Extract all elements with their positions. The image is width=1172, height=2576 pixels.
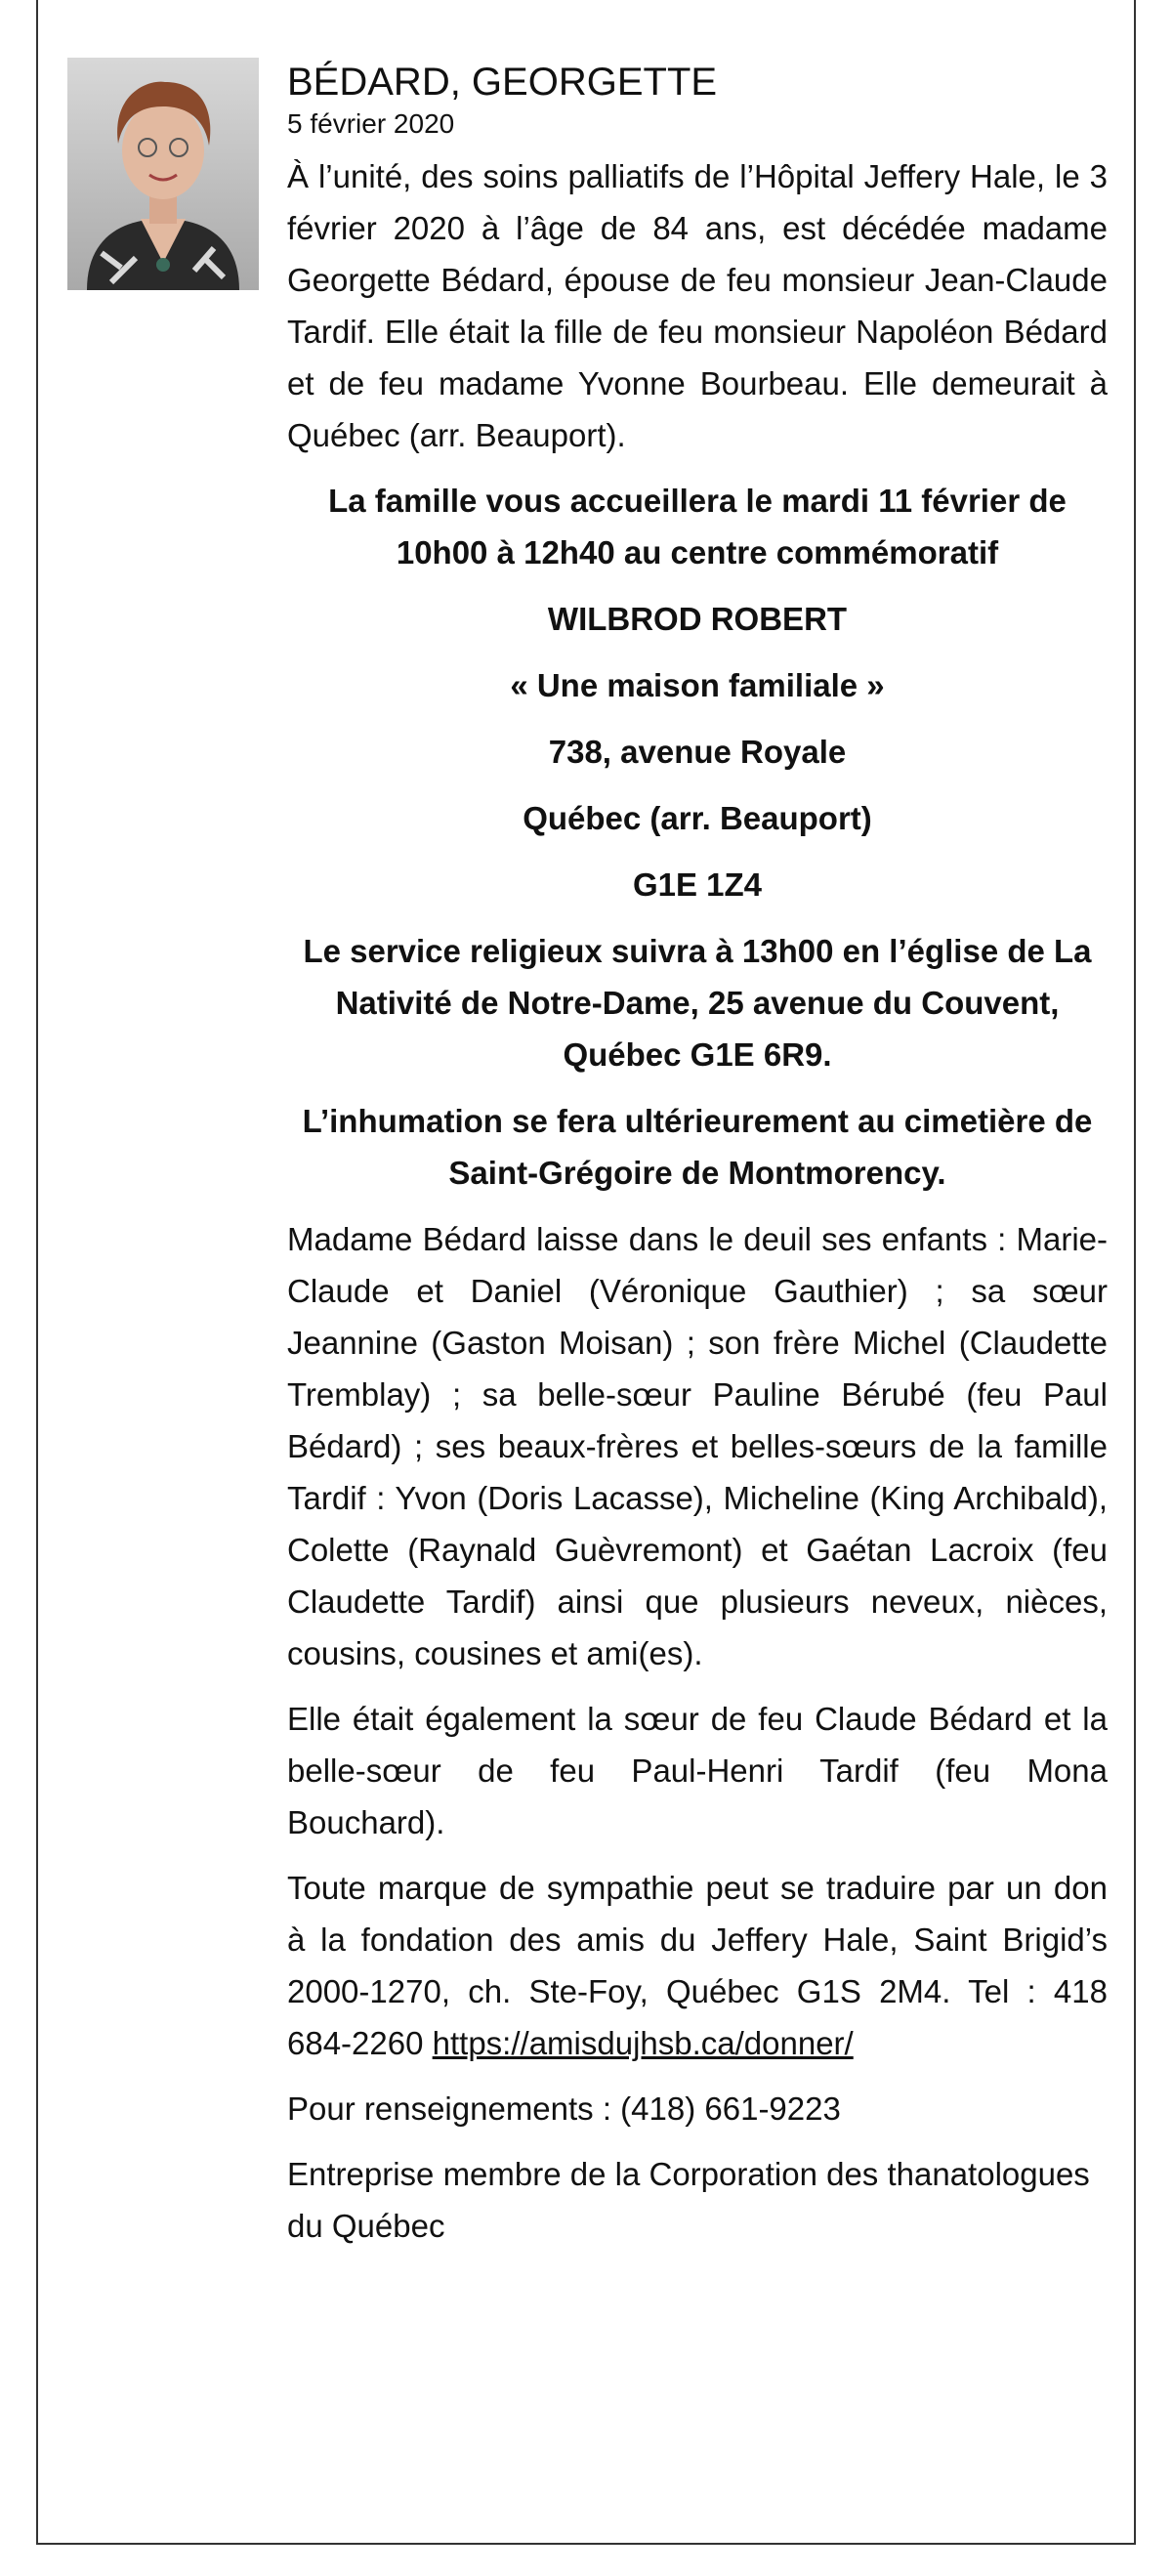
address-city: Québec (arr. Beauport) <box>523 800 872 836</box>
donation-link[interactable]: https://amisdujhsb.ca/donner/ <box>432 2025 854 2061</box>
survivors-paragraph: Madame Bédard laisse dans le deuil ses enfants : Marie-Claude et Daniel (Véronique Gauthier) ; sa sœur Jeannine (Gaston Moisan) ; son frère Michel (Claudette Tremblay) ; sa belle-sœur Pauline Bérubé (feu Paul Bédard) ; ses beaux-frères et belles-sœurs de la famille Tardif : Yvon (Doris Lacasse), Micheline (King Archibald), Colette (Raynald Guèvremont) et Gaétan Lacroix (feu Claudette Tardif) ainsi que plusieurs neveux, nièces, cousins, cousines et ami(es). <box>287 1221 1108 1671</box>
funeral-home-slogan: « Une maison familiale » <box>510 667 885 703</box>
donation-text: Toute marque de sympathie peut se traduire par un don à la fondation des amis du Jeffery Hale, Saint Brigid’s 2000-1270, ch. Ste-Foy, Québec G1S 2M4. Tel : 418 684-2260 <box>287 1870 1108 2061</box>
funeral-home-name: WILBROD ROBERT <box>547 601 848 637</box>
notice-date: 5 février 2020 <box>287 108 455 139</box>
address-postal: G1E 1Z4 <box>632 866 763 903</box>
intro-paragraph: À l’unité, des soins palliatifs de l’Hôpital Jeffery Hale, le 3 février 2020 à l’âge de 84 ans, est décédée madame Georgette Bédard, épouse de feu monsieur Jean-Claude Tardif. Elle était la fille de feu monsieur Napoléon Bédard et de feu madame Yvonne Bourbeau. Elle demeurait à Québec (arr. Beauport). <box>287 158 1108 453</box>
address-street: 738, avenue Royale <box>548 734 847 770</box>
donation-paragraph <box>287 1862 1108 2069</box>
burial-text: L’inhumation se fera ultérieurement au cimetière de Saint-Grégoire de Montmorency. <box>302 1103 1093 1191</box>
info-line: Pour renseignements : (418) 661-9223 <box>287 2090 841 2127</box>
deceased-name: BÉDARD, GEORGETTE <box>287 61 718 104</box>
notice-content <box>287 57 1108 2265</box>
membership-text: Entreprise membre de la Corporation des thanatologues du Québec <box>287 2156 1090 2244</box>
visitation-text: La famille vous accueillera le mardi 11 février de 10h00 à 12h40 au centre commémoratif <box>328 483 1067 570</box>
predeceased-paragraph: Elle était également la sœur de feu Claude Bédard et la belle-sœur de feu Paul-Henri Tardif (feu Mona Bouchard). <box>287 1701 1108 1840</box>
portrait-photo <box>67 58 259 290</box>
service-text: Le service religieux suivra à 13h00 en l’église de La Nativité de Notre-Dame, 25 avenue du Couvent, Québec G1E 6R9. <box>303 933 1092 1073</box>
